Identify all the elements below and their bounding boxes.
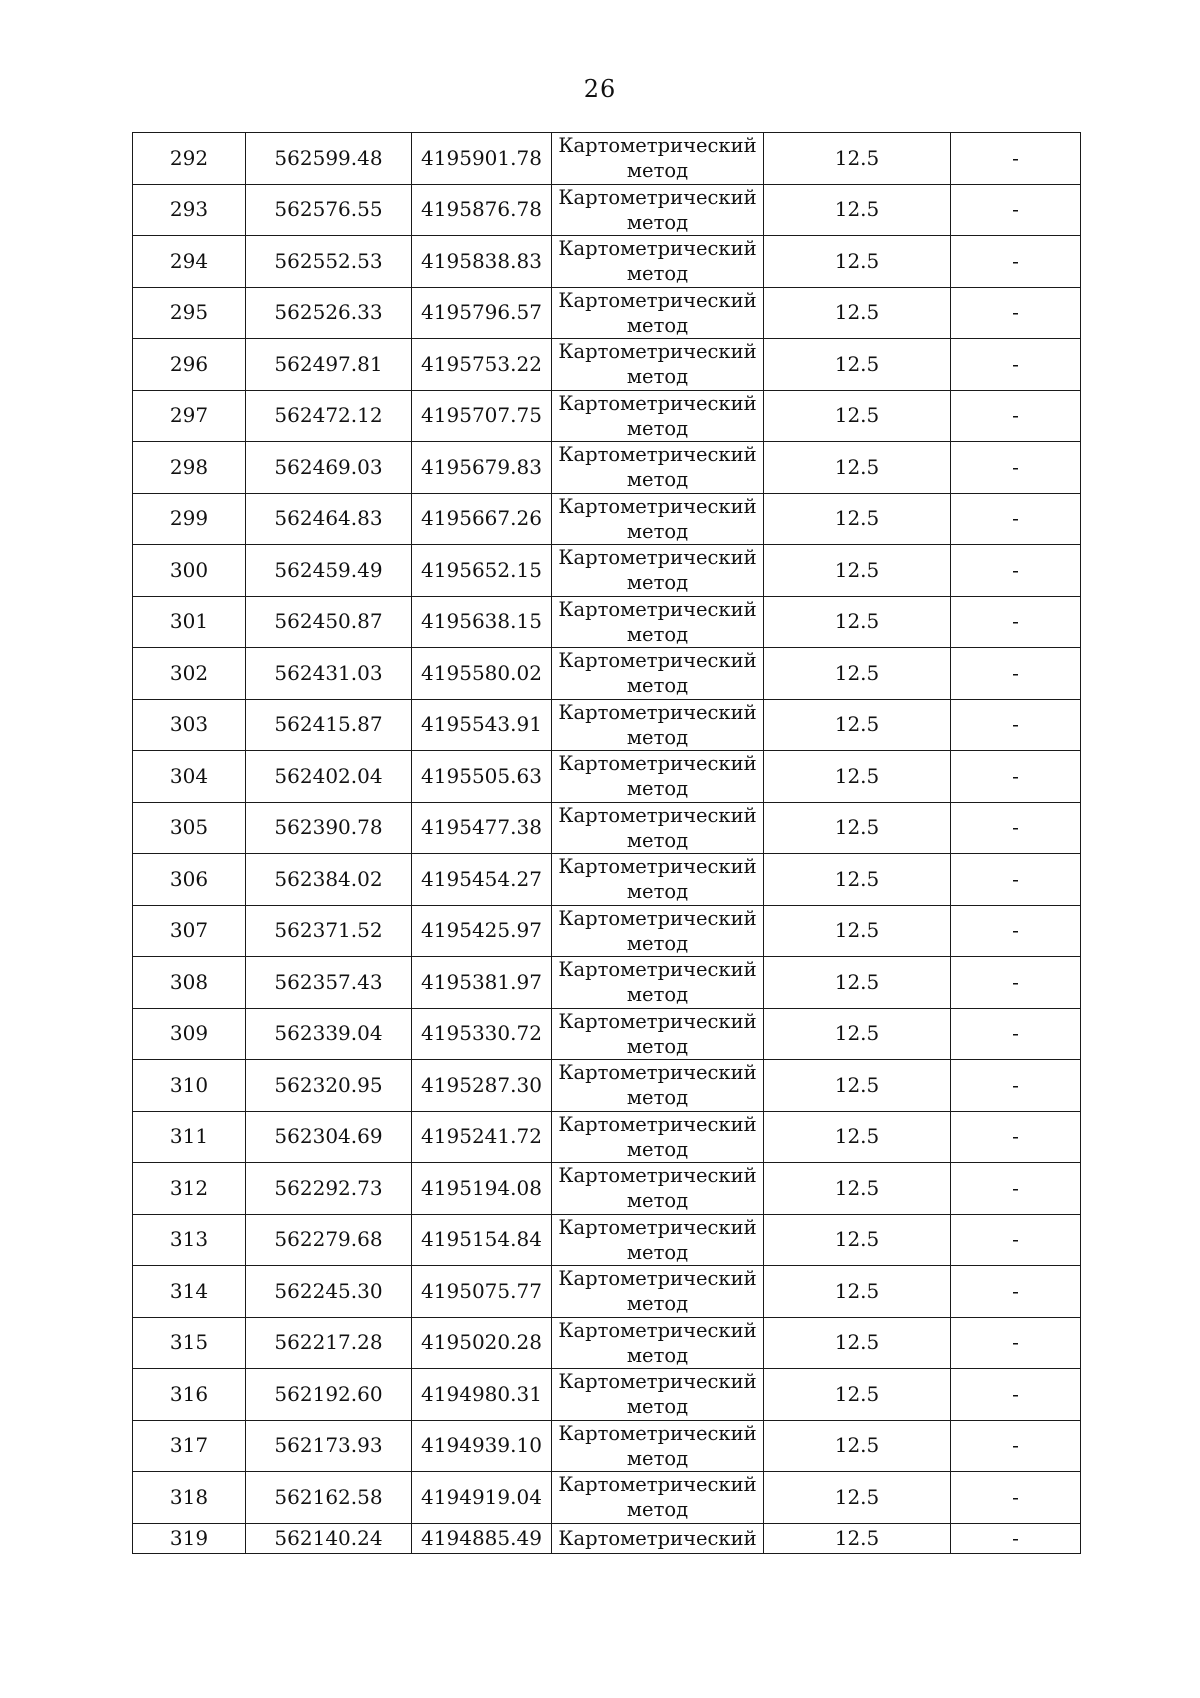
table-row [133, 648, 1081, 700]
y-coordinate-cell: 4195638.15 [412, 596, 552, 648]
x-coordinate-cell: 562552.53 [246, 236, 412, 288]
table-row [133, 1008, 1081, 1060]
x-coordinate-cell: 562497.81 [246, 339, 412, 391]
point-number-cell: 298 [133, 442, 246, 494]
y-coordinate-cell: 4195241.72 [412, 1111, 552, 1163]
method-cell [552, 287, 764, 339]
point-number-cell: 301 [133, 596, 246, 648]
method-line-1: Картометрический [558, 1267, 757, 1291]
coordinates-table [132, 132, 1081, 1554]
method-line-1: Картометрический [558, 1318, 757, 1342]
x-coordinate-cell: 562292.73 [246, 1163, 412, 1215]
point-number-cell: 313 [133, 1214, 246, 1266]
error-value-cell: 12.5 [764, 648, 951, 700]
x-coordinate-cell: 562390.78 [246, 802, 412, 854]
method-line-2: метод [626, 416, 689, 440]
dash-cell: - [951, 1523, 1081, 1553]
x-coordinate-cell: 562450.87 [246, 596, 412, 648]
method-line-2: метод [626, 880, 689, 904]
point-number-cell: 305 [133, 802, 246, 854]
point-number-cell: 312 [133, 1163, 246, 1215]
dash-cell: - [951, 957, 1081, 1009]
point-number-cell: 314 [133, 1266, 246, 1318]
point-number-cell: 311 [133, 1111, 246, 1163]
table-row [133, 493, 1081, 545]
point-number-cell: 307 [133, 905, 246, 957]
table-row [133, 802, 1081, 854]
table-row [133, 545, 1081, 597]
point-number-cell: 318 [133, 1472, 246, 1524]
point-number-cell: 302 [133, 648, 246, 700]
x-coordinate-cell: 562415.87 [246, 699, 412, 751]
error-value-cell: 12.5 [764, 1214, 951, 1266]
method-cell [552, 133, 764, 185]
error-value-cell: 12.5 [764, 442, 951, 494]
point-number-cell: 300 [133, 545, 246, 597]
table-row [133, 236, 1081, 288]
method-line-1: Картометрический [558, 1370, 757, 1394]
dash-cell: - [951, 545, 1081, 597]
dash-cell: - [951, 648, 1081, 700]
method-line-2: метод [626, 468, 689, 492]
error-value-cell: 12.5 [764, 545, 951, 597]
error-value-cell: 12.5 [764, 596, 951, 648]
method-cell [552, 699, 764, 751]
method-cell [552, 493, 764, 545]
method-line-1: Картометрический [558, 1009, 757, 1033]
table-row [133, 957, 1081, 1009]
method-line-2: метод [626, 983, 689, 1007]
method-cell [552, 751, 764, 803]
error-value-cell: 12.5 [764, 1008, 951, 1060]
method-cell [552, 184, 764, 236]
x-coordinate-cell: 562459.49 [246, 545, 412, 597]
dash-cell: - [951, 1008, 1081, 1060]
method-line-2: метод [626, 777, 689, 801]
error-value-cell: 12.5 [764, 699, 951, 751]
method-cell [552, 1060, 764, 1112]
dash-cell: - [951, 1369, 1081, 1421]
y-coordinate-cell: 4195796.57 [412, 287, 552, 339]
dash-cell: - [951, 699, 1081, 751]
method-line-1: Картометрический [558, 1473, 757, 1497]
method-line-2: метод [626, 674, 689, 698]
y-coordinate-cell: 4195381.97 [412, 957, 552, 1009]
dash-cell: - [951, 493, 1081, 545]
dash-cell: - [951, 751, 1081, 803]
error-value-cell: 12.5 [764, 236, 951, 288]
method-line-2: метод [626, 365, 689, 389]
error-value-cell: 12.5 [764, 905, 951, 957]
method-line-2: метод [626, 159, 689, 183]
dash-cell: - [951, 1317, 1081, 1369]
error-value-cell: 12.5 [764, 751, 951, 803]
x-coordinate-cell: 562371.52 [246, 905, 412, 957]
error-value-cell: 12.5 [764, 1420, 951, 1472]
method-line-2: метод [626, 313, 689, 337]
method-line-1: Картометрический [558, 494, 757, 518]
method-line-2: метод [626, 571, 689, 595]
x-coordinate-cell: 562320.95 [246, 1060, 412, 1112]
dash-cell: - [951, 339, 1081, 391]
y-coordinate-cell: 4195667.26 [412, 493, 552, 545]
method-line-1: Картометрический [558, 443, 757, 467]
x-coordinate-cell: 562464.83 [246, 493, 412, 545]
method-line-1: Картометрический [558, 958, 757, 982]
table-row [133, 184, 1081, 236]
method-line-2: метод [626, 1086, 689, 1110]
method-cell [552, 905, 764, 957]
method-line-1: Картометрический [558, 288, 757, 312]
y-coordinate-cell: 4195194.08 [412, 1163, 552, 1215]
y-coordinate-cell: 4195330.72 [412, 1008, 552, 1060]
method-line-1: Картометрический [558, 1421, 757, 1445]
y-coordinate-cell: 4195075.77 [412, 1266, 552, 1318]
method-line-1: Картометрический [558, 700, 757, 724]
x-coordinate-cell: 562304.69 [246, 1111, 412, 1163]
table-row [133, 1111, 1081, 1163]
x-coordinate-cell: 562245.30 [246, 1266, 412, 1318]
y-coordinate-cell: 4195454.27 [412, 854, 552, 906]
method-cell [552, 802, 764, 854]
y-coordinate-cell: 4195020.28 [412, 1317, 552, 1369]
method-line-1: Картометрический [558, 340, 757, 364]
method-cell [552, 1523, 764, 1553]
y-coordinate-cell: 4194885.49 [412, 1523, 552, 1553]
method-line-1: Картометрический [558, 237, 757, 261]
dash-cell: - [951, 287, 1081, 339]
method-cell [552, 1111, 764, 1163]
error-value-cell: 12.5 [764, 1060, 951, 1112]
method-cell [552, 596, 764, 648]
table-row [133, 1420, 1081, 1472]
error-value-cell: 12.5 [764, 1369, 951, 1421]
dash-cell: - [951, 596, 1081, 648]
dash-cell: - [951, 1111, 1081, 1163]
point-number-cell: 309 [133, 1008, 246, 1060]
error-value-cell: 12.5 [764, 339, 951, 391]
table-row [133, 1472, 1081, 1524]
point-number-cell: 294 [133, 236, 246, 288]
dash-cell: - [951, 1420, 1081, 1472]
method-line-2: метод [626, 1446, 689, 1470]
x-coordinate-cell: 562469.03 [246, 442, 412, 494]
method-cell [552, 648, 764, 700]
y-coordinate-cell: 4194939.10 [412, 1420, 552, 1472]
point-number-cell: 304 [133, 751, 246, 803]
page-number: 26 [583, 75, 617, 103]
method-cell [552, 1420, 764, 1472]
y-coordinate-cell: 4195543.91 [412, 699, 552, 751]
table-row [133, 854, 1081, 906]
method-line-2: метод [626, 622, 689, 646]
error-value-cell: 12.5 [764, 493, 951, 545]
table-row [133, 390, 1081, 442]
method-cell [552, 1214, 764, 1266]
point-number-cell: 296 [133, 339, 246, 391]
error-value-cell: 12.5 [764, 854, 951, 906]
table-row [133, 1523, 1081, 1553]
method-line-2: метод [626, 1189, 689, 1213]
method-line-2: метод [626, 1240, 689, 1264]
point-number-cell: 319 [133, 1523, 246, 1553]
method-cell [552, 545, 764, 597]
x-coordinate-cell: 562357.43 [246, 957, 412, 1009]
y-coordinate-cell: 4195425.97 [412, 905, 552, 957]
method-line-2: метод [626, 1034, 689, 1058]
point-number-cell: 317 [133, 1420, 246, 1472]
method-line-1: Картометрический [558, 752, 757, 776]
dash-cell: - [951, 905, 1081, 957]
y-coordinate-cell: 4195838.83 [412, 236, 552, 288]
method-line-1: Картометрический [558, 649, 757, 673]
point-number-cell: 316 [133, 1369, 246, 1421]
error-value-cell: 12.5 [764, 287, 951, 339]
dash-cell: - [951, 1266, 1081, 1318]
method-line-2: метод [626, 1292, 689, 1316]
x-coordinate-cell: 562599.48 [246, 133, 412, 185]
method-cell [552, 1163, 764, 1215]
x-coordinate-cell: 562339.04 [246, 1008, 412, 1060]
x-coordinate-cell: 562431.03 [246, 648, 412, 700]
point-number-cell: 293 [133, 184, 246, 236]
method-line-2: метод [626, 1137, 689, 1161]
y-coordinate-cell: 4195580.02 [412, 648, 552, 700]
method-line-1: Картометрический [558, 1215, 757, 1239]
dash-cell: - [951, 442, 1081, 494]
error-value-cell: 12.5 [764, 1266, 951, 1318]
table-row [133, 1214, 1081, 1266]
x-coordinate-cell: 562140.24 [246, 1523, 412, 1553]
dash-cell: - [951, 390, 1081, 442]
method-line-2: метод [626, 828, 689, 852]
error-value-cell: 12.5 [764, 1111, 951, 1163]
method-cell [552, 957, 764, 1009]
method-cell [552, 1317, 764, 1369]
method-line-1: Картометрический [558, 855, 757, 879]
y-coordinate-cell: 4195876.78 [412, 184, 552, 236]
method-line-2: метод [626, 262, 689, 286]
dash-cell: - [951, 802, 1081, 854]
method-line-2: метод [626, 519, 689, 543]
table-row [133, 699, 1081, 751]
method-cell [552, 442, 764, 494]
method-line-1: Картометрический [558, 185, 757, 209]
y-coordinate-cell: 4195753.22 [412, 339, 552, 391]
point-number-cell: 303 [133, 699, 246, 751]
method-line-1: Картометрический [558, 546, 757, 570]
x-coordinate-cell: 562279.68 [246, 1214, 412, 1266]
x-coordinate-cell: 562217.28 [246, 1317, 412, 1369]
table-row [133, 596, 1081, 648]
method-line-2: метод [626, 1498, 689, 1522]
table-row [133, 1163, 1081, 1215]
point-number-cell: 295 [133, 287, 246, 339]
y-coordinate-cell: 4194980.31 [412, 1369, 552, 1421]
y-coordinate-cell: 4194919.04 [412, 1472, 552, 1524]
coordinates-table-body [133, 133, 1081, 1554]
method-line-1: Картометрический [558, 1061, 757, 1085]
method-line-1: Картометрический [558, 1112, 757, 1136]
method-line-1: Картометрический [558, 1526, 757, 1550]
error-value-cell: 12.5 [764, 184, 951, 236]
table-row [133, 1317, 1081, 1369]
y-coordinate-cell: 4195505.63 [412, 751, 552, 803]
dash-cell: - [951, 1060, 1081, 1112]
dash-cell: - [951, 236, 1081, 288]
method-line-1: Картометрический [558, 803, 757, 827]
method-cell [552, 1008, 764, 1060]
method-line-2: метод [626, 1343, 689, 1367]
method-line-1: Картометрический [558, 597, 757, 621]
x-coordinate-cell: 562576.55 [246, 184, 412, 236]
y-coordinate-cell: 4195679.83 [412, 442, 552, 494]
method-line-1: Картометрический [558, 906, 757, 930]
dash-cell: - [951, 854, 1081, 906]
error-value-cell: 12.5 [764, 802, 951, 854]
x-coordinate-cell: 562526.33 [246, 287, 412, 339]
table-row [133, 1060, 1081, 1112]
error-value-cell: 12.5 [764, 390, 951, 442]
method-cell [552, 1266, 764, 1318]
method-line-1: Картометрический [558, 134, 757, 158]
error-value-cell: 12.5 [764, 1523, 951, 1553]
y-coordinate-cell: 4195287.30 [412, 1060, 552, 1112]
table-row [133, 339, 1081, 391]
x-coordinate-cell: 562173.93 [246, 1420, 412, 1472]
y-coordinate-cell: 4195477.38 [412, 802, 552, 854]
method-cell [552, 236, 764, 288]
dash-cell: - [951, 133, 1081, 185]
y-coordinate-cell: 4195901.78 [412, 133, 552, 185]
point-number-cell: 306 [133, 854, 246, 906]
method-line-1: Картометрический [558, 391, 757, 415]
method-cell [552, 1369, 764, 1421]
point-number-cell: 292 [133, 133, 246, 185]
table-row [133, 1369, 1081, 1421]
error-value-cell: 12.5 [764, 1472, 951, 1524]
point-number-cell: 299 [133, 493, 246, 545]
method-line-1: Картометрический [558, 1164, 757, 1188]
x-coordinate-cell: 562402.04 [246, 751, 412, 803]
x-coordinate-cell: 562472.12 [246, 390, 412, 442]
table-row [133, 442, 1081, 494]
x-coordinate-cell: 562192.60 [246, 1369, 412, 1421]
method-line-2: метод [626, 725, 689, 749]
point-number-cell: 315 [133, 1317, 246, 1369]
point-number-cell: 297 [133, 390, 246, 442]
dash-cell: - [951, 1472, 1081, 1524]
y-coordinate-cell: 4195154.84 [412, 1214, 552, 1266]
error-value-cell: 12.5 [764, 957, 951, 1009]
error-value-cell: 12.5 [764, 1317, 951, 1369]
x-coordinate-cell: 562162.58 [246, 1472, 412, 1524]
error-value-cell: 12.5 [764, 1163, 951, 1215]
method-cell [552, 854, 764, 906]
point-number-cell: 310 [133, 1060, 246, 1112]
dash-cell: - [951, 1214, 1081, 1266]
method-line-2: метод [626, 1395, 689, 1419]
point-number-cell: 308 [133, 957, 246, 1009]
method-line-2: метод [626, 210, 689, 234]
dash-cell: - [951, 1163, 1081, 1215]
error-value-cell: 12.5 [764, 133, 951, 185]
table-row [133, 1266, 1081, 1318]
y-coordinate-cell: 4195707.75 [412, 390, 552, 442]
method-cell [552, 339, 764, 391]
table-row [133, 751, 1081, 803]
table-row [133, 133, 1081, 185]
method-line-2: метод [626, 931, 689, 955]
x-coordinate-cell: 562384.02 [246, 854, 412, 906]
method-cell [552, 1472, 764, 1524]
table-row [133, 905, 1081, 957]
method-cell [552, 390, 764, 442]
table-row [133, 287, 1081, 339]
y-coordinate-cell: 4195652.15 [412, 545, 552, 597]
dash-cell: - [951, 184, 1081, 236]
